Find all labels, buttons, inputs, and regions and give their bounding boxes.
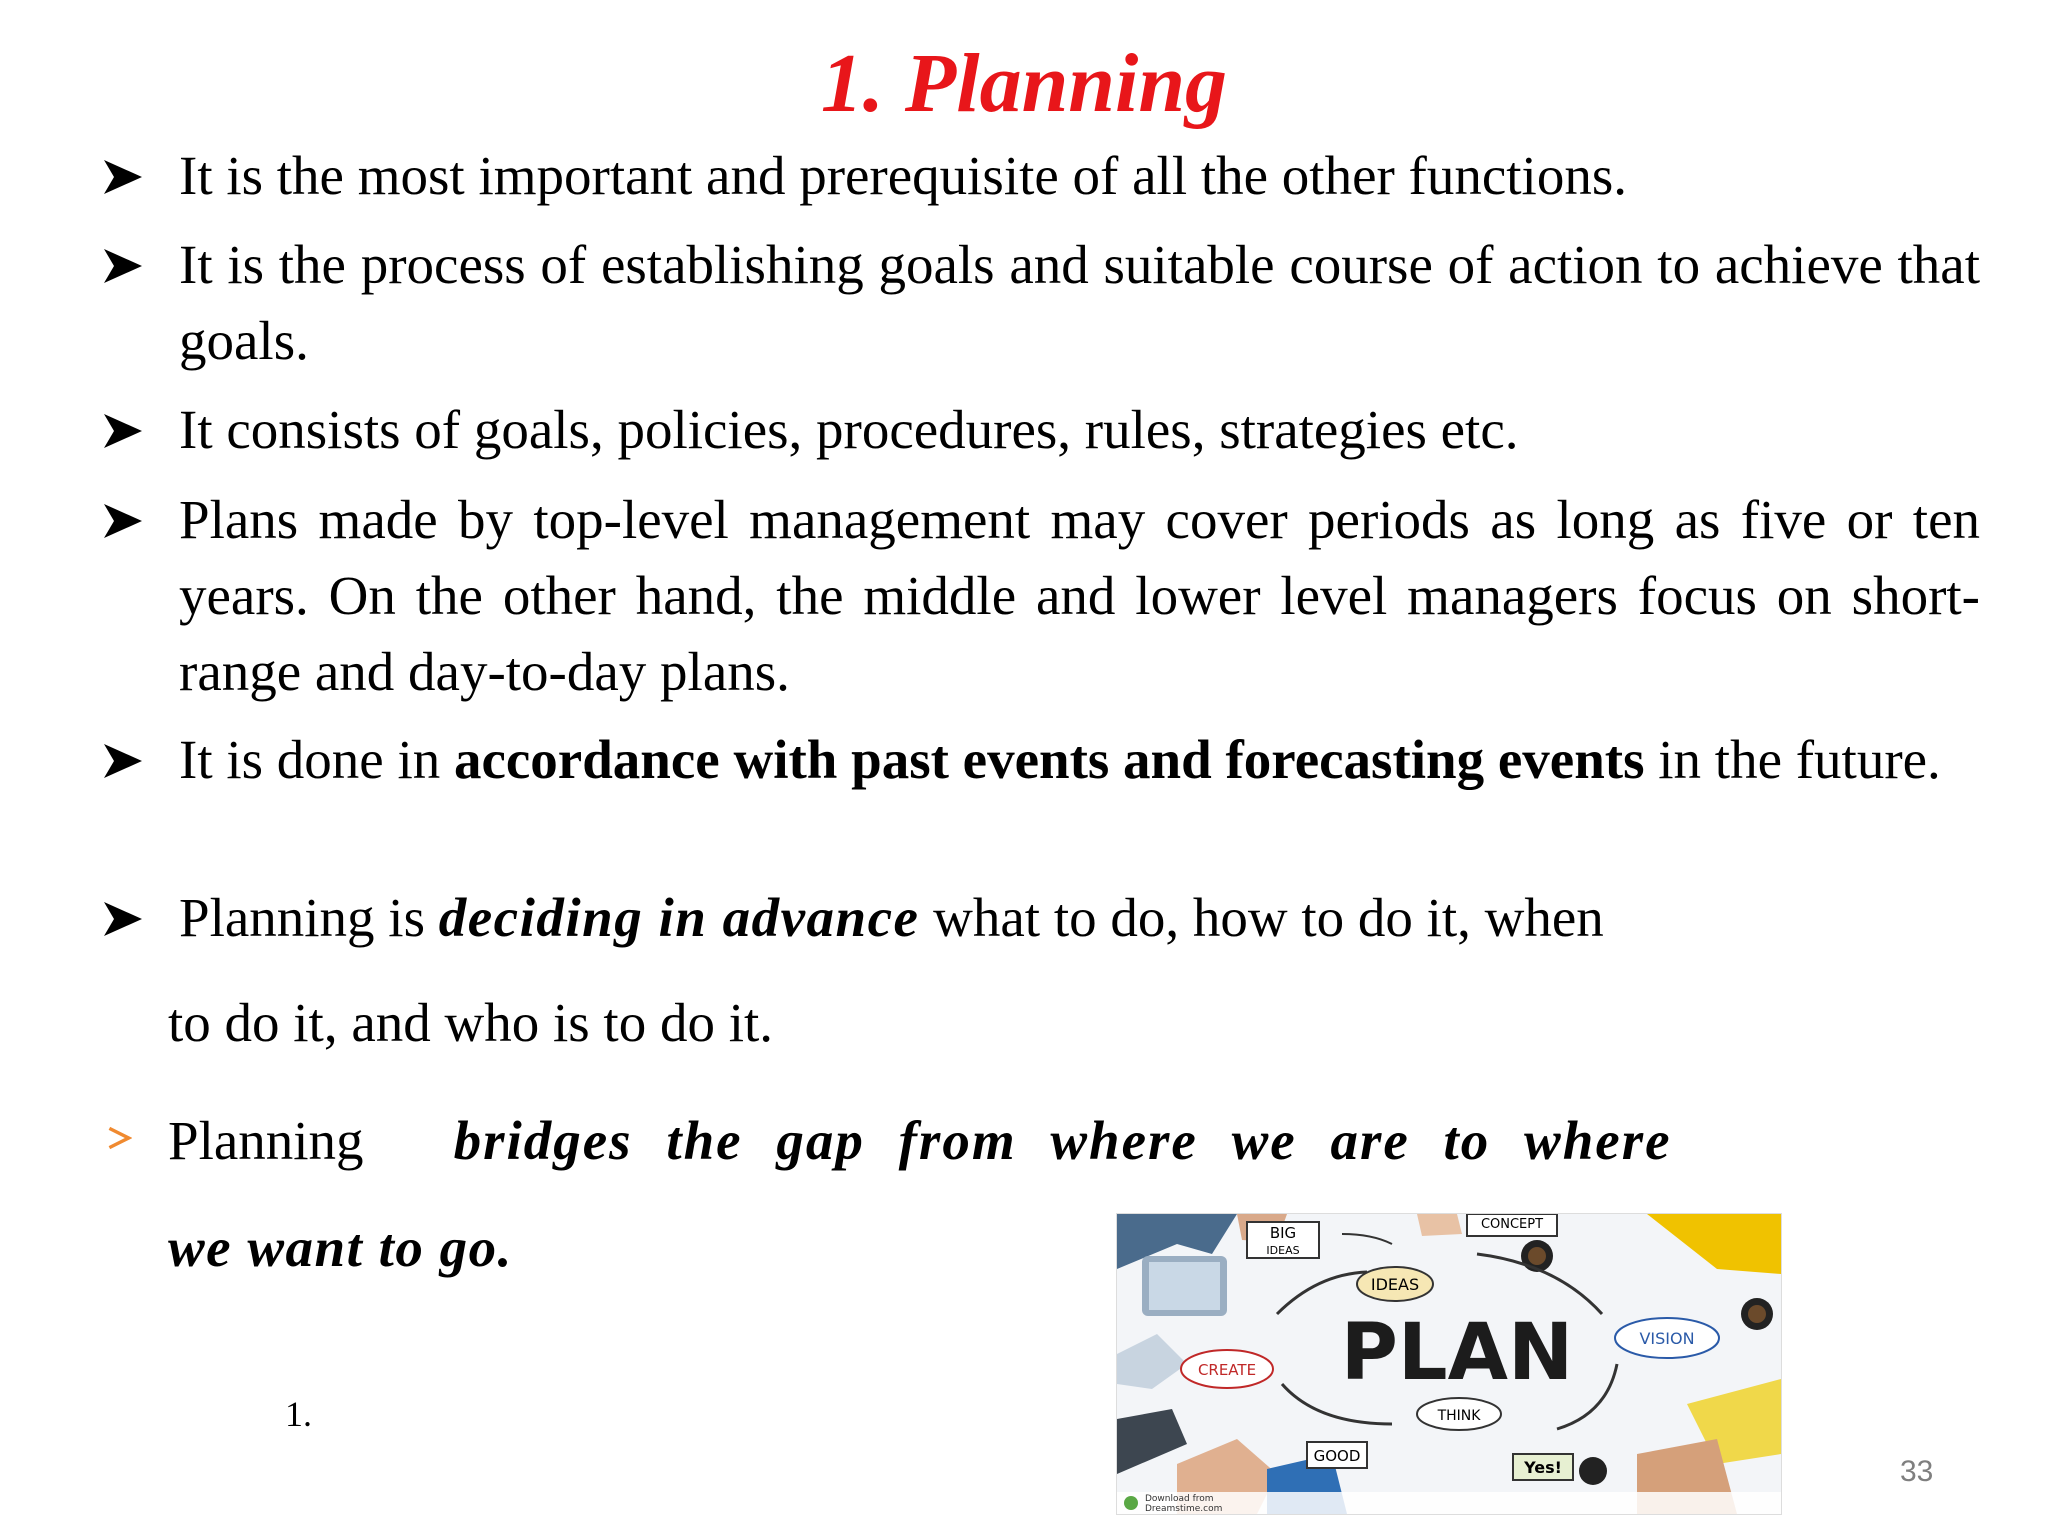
download-label-2: Dreamstime.com bbox=[1145, 1504, 1223, 1514]
bullet-text: Planning is deciding in advance what to do, how to do it, when bbox=[179, 887, 1604, 948]
bullet-item bbox=[100, 392, 1980, 468]
arrow-bullet-icon bbox=[100, 154, 146, 200]
bullet-item bbox=[100, 722, 1980, 798]
bullet-item bbox=[100, 880, 1980, 956]
slide-title: 1. Planning bbox=[820, 37, 1228, 130]
download-label-1: Download from bbox=[1145, 1494, 1214, 1504]
yes-label: Yes! bbox=[1524, 1458, 1562, 1477]
bullet-continuation: we want to go. bbox=[168, 1217, 513, 1278]
bold-phrase: accordance with past events and forecasting events bbox=[453, 729, 1645, 790]
big-ideas-label-2: IDEAS bbox=[1266, 1244, 1300, 1257]
bold-italic-phrase: deciding in advance bbox=[438, 887, 920, 948]
bullet-text: Planning bridges the gap from where we are to where bbox=[168, 1110, 1672, 1171]
arrow-bullet-icon bbox=[100, 408, 146, 454]
bullet-continuation: to do it, and who is to do it. bbox=[168, 992, 773, 1053]
plan-illustration-graphic bbox=[1117, 1214, 1781, 1514]
create-label: CREATE bbox=[1197, 1361, 1257, 1379]
ideas-label: IDEAS bbox=[1370, 1275, 1420, 1294]
arrow-bullet-icon bbox=[100, 896, 146, 942]
think-label: THINK bbox=[1437, 1408, 1481, 1424]
page-number: 33 bbox=[1900, 1455, 1934, 1488]
bullet-item bbox=[100, 227, 1980, 379]
concept-label: CONCEPT bbox=[1480, 1217, 1544, 1232]
bullet-text: It is the most important and prerequisite of all the other functions. bbox=[179, 145, 1627, 206]
bullet-text: It is the process of establishing goals and suitable course of action to achieve that goals. bbox=[179, 234, 1980, 371]
footnote-number: 1. bbox=[285, 1394, 312, 1434]
arrow-bullet-icon bbox=[100, 738, 146, 784]
arrow-bullet-icon bbox=[100, 243, 146, 289]
bullet-text: It consists of goals, policies, procedures, rules, strategies etc. bbox=[179, 399, 1519, 460]
bullet-item bbox=[100, 1103, 1980, 1179]
good-label: GOOD bbox=[1313, 1447, 1361, 1465]
big-ideas-label-1: BIG bbox=[1269, 1224, 1297, 1242]
bullet-item bbox=[100, 138, 1980, 214]
arrow-bullet-icon bbox=[106, 1125, 132, 1151]
bullet-text: It is done in accordance with past events and forecasting events in the future. bbox=[179, 729, 1941, 790]
bullet-text: Plans made by top-level management may cover periods as long as five or ten years. On the other hand, the middle and lower level managers focus on short-range and day-to-day plans. bbox=[179, 489, 1980, 702]
vision-label: VISION bbox=[1639, 1329, 1695, 1348]
plan-word: PLAN bbox=[1340, 1308, 1574, 1398]
bold-italic-phrase: bridges the gap from where we are to where bbox=[453, 1110, 1672, 1171]
plan-illustration bbox=[1116, 1213, 1782, 1515]
arrow-bullet-icon bbox=[100, 498, 146, 544]
bullet-item bbox=[100, 482, 1980, 710]
